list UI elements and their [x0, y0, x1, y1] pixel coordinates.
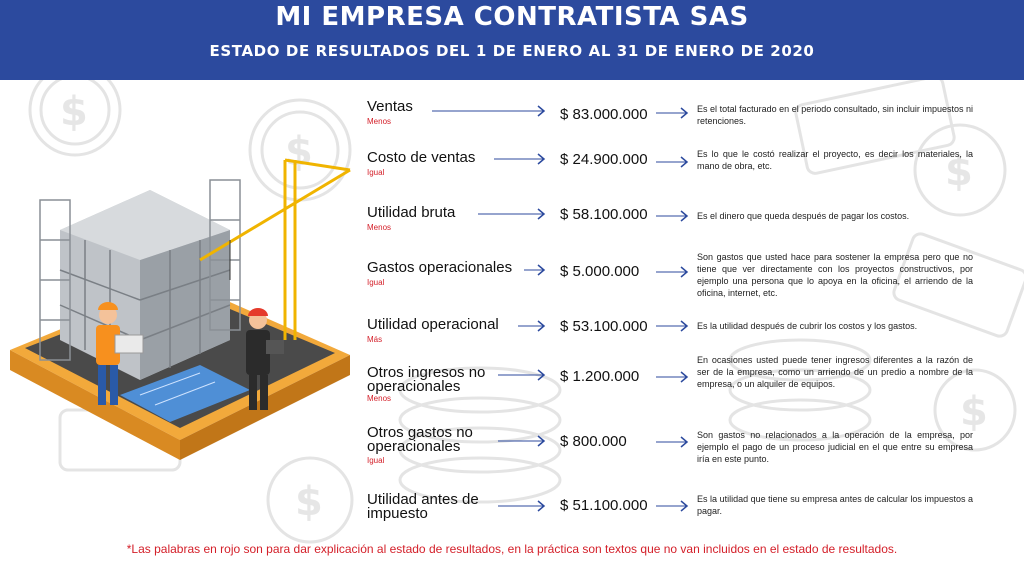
arrow-right-icon — [656, 265, 692, 279]
row-label: Ventas — [367, 98, 413, 115]
row-value: $ 5.000.000 — [560, 263, 640, 280]
row-description: Es lo que le costó realizar el proyecto, es decir los materiales, la mano de obra, etc. — [697, 149, 973, 171]
row-description: Es la utilidad después de cubrir los costos y los gastos. — [697, 321, 918, 331]
row-label: Utilidad operacional — [367, 316, 499, 333]
list-item — [0, 426, 1024, 466]
row-value: $ 51.100.000 — [560, 497, 648, 514]
row-description: Son gastos que usted hace para sostener la empresa pero que no tiene que ver directamente con los proyectos constructivos, por ejemplo una persona que lo apoya en la oficina, el arriendo de la oficina, internet, etc. — [697, 252, 973, 298]
row-label: Costo de ventas — [367, 149, 476, 166]
row-description: En ocasiones usted puede tener ingresos diferentes a la razón de ser de la empresa, como un arriendo de un predio a nombre de la empresa, o un alquiler de equipos. — [697, 355, 973, 389]
list-item — [0, 151, 1024, 191]
footer-note: *Las palabras en rojo son para dar explicación al estado de resultados, en la práctica son textos que no van incluidos en el estado de resultados. — [126, 542, 898, 556]
row-value: $ 83.000.000 — [560, 106, 648, 123]
row-description: Es el total facturado en el periodo consultado, sin incluir impuestos ni retenciones. — [697, 104, 973, 126]
arrow-right-icon — [656, 435, 692, 449]
arrow-right-icon — [656, 106, 692, 120]
header-banner — [0, 0, 1024, 80]
list-item — [0, 252, 1024, 301]
svg-text:$: $ — [295, 479, 323, 525]
row-hint: Más — [367, 335, 383, 344]
row-hint: Igual — [367, 168, 385, 177]
row-label: Utilidad antes de impuesto — [367, 491, 479, 522]
svg-text:$: $ — [945, 149, 973, 195]
arrow-right-icon — [656, 370, 692, 384]
page-subtitle: ESTADO DE RESULTADOS DEL 1 DE ENERO AL 31 DE ENERO DE 2020 — [209, 42, 815, 60]
list-item — [0, 493, 1024, 533]
row-label: Utilidad bruta — [367, 204, 456, 221]
row-description: Es la utilidad que tiene su empresa antes de calcular los impuestos a pagar. — [697, 494, 973, 516]
row-hint: Igual — [367, 456, 385, 465]
row-value: $ 58.100.000 — [560, 206, 648, 223]
arrow-right-icon — [498, 499, 552, 513]
arrow-right-icon — [524, 263, 552, 277]
row-hint: Menos — [367, 117, 392, 126]
svg-text:$: $ — [285, 129, 313, 175]
arrow-right-icon — [656, 209, 692, 223]
arrow-right-icon — [656, 319, 692, 333]
arrow-right-icon — [656, 155, 692, 169]
arrow-right-icon — [432, 104, 552, 118]
row-label: Otros ingresos no operacionales — [367, 364, 486, 395]
list-item — [0, 100, 1024, 140]
arrow-right-icon — [518, 319, 552, 333]
arrow-right-icon — [478, 207, 552, 221]
row-hint: Menos — [367, 223, 392, 232]
row-value: $ 1.200.000 — [560, 368, 640, 385]
svg-text:$: $ — [60, 89, 88, 135]
arrow-right-icon — [498, 434, 552, 448]
list-item — [0, 355, 1024, 406]
arrow-right-icon — [656, 499, 692, 513]
svg-text:$: $ — [960, 389, 988, 435]
row-label: Gastos operacionales — [367, 259, 513, 276]
row-description: Es el dinero que queda después de pagar los costos. — [697, 211, 910, 221]
list-item — [0, 318, 1024, 358]
row-hint: Igual — [367, 278, 385, 287]
row-value: $ 24.900.000 — [560, 151, 648, 168]
row-value: $ 53.100.000 — [560, 318, 648, 335]
row-description: Son gastos no relacionados a la operación de la empresa, por ejemplo el pago de un proceso judicial en el que entre su empresa iría en este punto. — [697, 430, 973, 464]
arrow-right-icon — [498, 368, 552, 382]
page-title: MI EMPRESA CONTRATISTA SAS — [275, 2, 749, 32]
list-item — [0, 206, 1024, 246]
row-hint: Menos — [367, 394, 392, 403]
row-value: $ 800.000 — [560, 433, 627, 450]
arrow-right-icon — [494, 152, 552, 166]
row-label: Otros gastos no operacionales — [367, 424, 473, 455]
